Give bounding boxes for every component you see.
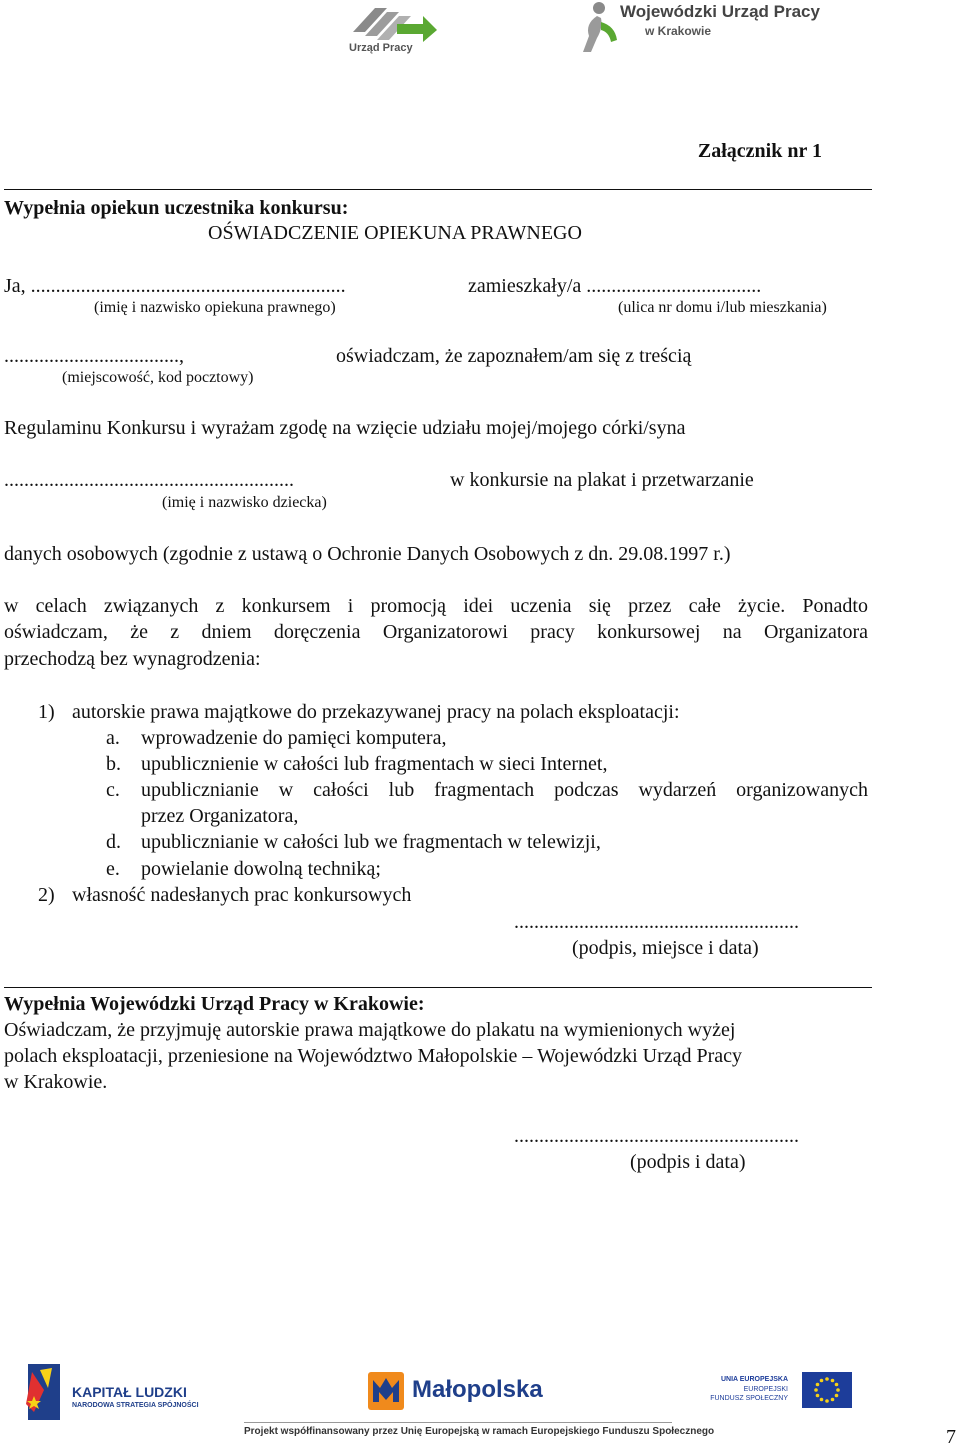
paragraph-line-2: oświadczam, że z dniem doręczenia Organizatorowi pracy konkursowej na Organizatora [4, 621, 868, 643]
footer-divider [244, 1422, 672, 1423]
hint-guardian-name: (imię i nazwisko opiekuna prawnego) [94, 299, 336, 316]
kapital-ludzki-emblem-icon [22, 1360, 66, 1424]
guardian-name-line: Ja, ............................................................... [4, 275, 346, 297]
kapital-ludzki-logo [22, 1360, 212, 1430]
list-item-2-number: 2) [38, 884, 55, 906]
urzad-pracy-logo-icon [345, 2, 440, 44]
malopolska-emblem-icon [368, 1372, 404, 1410]
office-statement-line-2: polach eksploatacji, przeniesione na Województwo Małopolskie – Wojewódzki Urząd Pracy [4, 1045, 743, 1067]
eu-line-3: FUNDUSZ SPOŁECZNY [710, 1395, 788, 1402]
kapital-ludzki-subtitle: NARODOWA STRATEGIA SPÓJNOŚCI [72, 1402, 199, 1409]
eu-line-2: EUROPEJSKI [743, 1386, 788, 1393]
section-divider [4, 987, 872, 988]
malopolska-title: Małopolska [412, 1376, 543, 1403]
urzad-pracy-caption: Urząd Pracy [349, 42, 413, 54]
hint-child-name: (imię i nazwisko dziecka) [162, 494, 327, 511]
sub-item-text: przez Organizatora, [141, 805, 299, 827]
sub-item-letter: d. [106, 831, 121, 853]
urzad-pracy-logo [345, 2, 440, 60]
paragraph-line-1: w celach związanych z konkursem i promocją idei uczenia się przez całe życie. Ponadto [4, 595, 868, 617]
sub-item-letter: b. [106, 753, 121, 775]
office-signature-dots: ......................................................... [514, 1125, 799, 1147]
office-statement-line-1: Oświadczam, że przyjmuję autorskie prawa majątkowe do plakatu na wymienionych wyżej [4, 1019, 736, 1041]
wup-logo [575, 0, 845, 56]
sub-item-text: upublicznienie w całości lub fragmentach w sieci Internet, [141, 753, 608, 775]
office-heading: Wypełnia Wojewódzki Urząd Pracy w Krakowie: [4, 993, 425, 1015]
city-dots: ..................................., [4, 345, 184, 367]
office-signature-hint: (podpis i data) [630, 1151, 746, 1173]
list-item-1-number: 1) [38, 701, 55, 723]
office-statement-line-3: w Krakowie. [4, 1071, 108, 1093]
declaration-line: oświadczam, że zapoznałem/am się z treścią [336, 345, 692, 367]
sub-item-letter: e. [106, 858, 120, 880]
contest-line: w konkursie na plakat i przetwarzanie [450, 469, 754, 491]
page-number: 7 [946, 1426, 956, 1448]
sub-item-text: powielanie dowolną techniką; [141, 858, 381, 880]
list-item-2-text: własność nadesłanych prac konkursowych [72, 884, 412, 906]
sub-item-letter: a. [106, 727, 120, 749]
data-protection-line: danych osobowych (zgodnie z ustawą o Ochronie Danych Osobowych z dn. 29.08.1997 r.) [4, 543, 731, 565]
paragraph-line-3: przechodzą bez wynagrodzenia: [4, 648, 261, 670]
guardian-signature-dots: ......................................................... [514, 911, 799, 933]
guardian-signature-hint: (podpis, miejsce i data) [572, 937, 759, 959]
eu-line-1: UNIA EUROPEJSKA [720, 1376, 788, 1383]
statement-title: OŚWIADCZENIE OPIEKUNA PRAWNEGO [208, 222, 582, 244]
project-note: Projekt współfinansowany przez Unię Europejską w ramach Europejskiego Funduszu Społecznego [244, 1426, 715, 1437]
regulation-line: Regulaminu Konkursu i wyrażam zgodę na wzięcie udziału mojej/mojego córki/syna [4, 417, 686, 439]
kapital-ludzki-title: KAPITAŁ LUDZKI [72, 1384, 187, 1400]
eu-logo [710, 1370, 854, 1414]
list-item-1-text: autorskie prawa majątkowe do przekazywanej pracy na polach eksploatacji: [72, 701, 680, 723]
eu-flag-icon [802, 1372, 852, 1408]
wup-figure-icon [575, 0, 619, 54]
hint-city: (miejscowość, kod pocztowy) [62, 369, 254, 386]
sub-item-letter: c. [106, 779, 120, 801]
attachment-label: Załącznik nr 1 [697, 140, 822, 162]
malopolska-logo [368, 1370, 558, 1414]
residence-line: zamieszkały/a ................................... [468, 275, 762, 297]
guardian-heading: Wypełnia opiekun uczestnika konkursu: [4, 197, 349, 219]
sub-item-text: wprowadzenie do pamięci komputera, [141, 727, 447, 749]
sub-item-text: upublicznianie w całości lub we fragmentach w telewizji, [141, 831, 601, 853]
wup-logo-title: Wojewódzki Urząd Pracy [620, 2, 820, 21]
top-divider [4, 189, 872, 190]
sub-item-text: upublicznianie w całości lub fragmentach podczas wydarzeń organizowanych [141, 779, 868, 801]
child-name-dots: .......................................................... [4, 469, 294, 491]
hint-address: (ulica nr domu i/lub mieszkania) [618, 299, 827, 316]
wup-logo-subtitle: w Krakowie [645, 24, 712, 38]
